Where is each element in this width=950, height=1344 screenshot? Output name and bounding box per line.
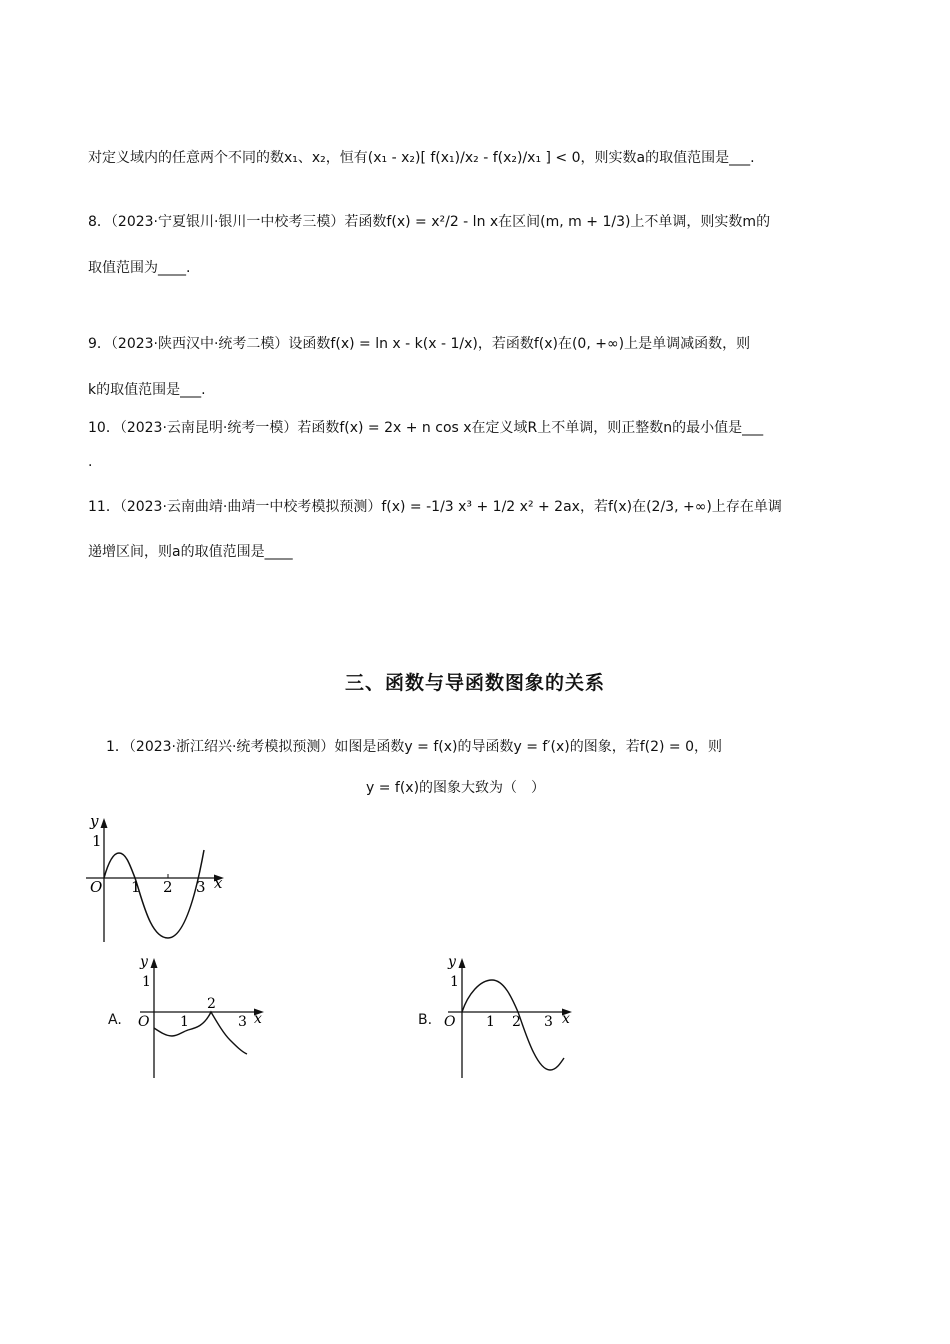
b-x-tick-1: 1 [486, 1014, 495, 1030]
b-x-label: x [562, 1011, 570, 1027]
problem-9-line2: k的取值范围是___. [88, 382, 206, 398]
x-tick-3: 3 [196, 878, 206, 896]
b-origin: O [444, 1014, 456, 1030]
option-a-graph[interactable] [126, 950, 271, 1082]
q1-line1: 1．（2023·浙江绍兴·统考模拟预测）如图是函数y = f(x)的导函数y = f′(x)的图象，若f(2) = 0，则 [106, 739, 723, 755]
derivative-graph [76, 810, 236, 950]
problem-7-continuation: 对定义域内的任意两个不同的数x₁、x₂，恒有(x₁ - x₂)[ f(x₁)/x₂ - f(x₂)/x₁ ] < 0，则实数a的取值范围是___. [88, 150, 755, 166]
problem-10-line2: . [88, 454, 93, 470]
a-origin: O [138, 1014, 150, 1030]
problem-11-line2: 递增区间，则a的取值范围是____ [88, 544, 293, 560]
y-axis-label: y [90, 812, 99, 830]
option-b-graph[interactable] [434, 950, 579, 1082]
b-y-tick: 1 [450, 974, 459, 990]
x-tick-2: 2 [163, 878, 173, 896]
problem-10-line1: 10．（2023·云南昆明·统考一模）若函数f(x) = 2x + n cos x在定义域R上不单调，则正整数n的最小值是___ [88, 420, 764, 436]
origin-label: O [90, 878, 103, 896]
y-tick-1: 1 [92, 832, 102, 850]
option-a-label[interactable]: A. [108, 1012, 122, 1028]
problem-9-line1: 9．（2023·陕西汉中·统考二模）设函数f(x) = ln x - k(x - 1/x)，若函数f(x)在(0, +∞)上是单调减函数，则 [88, 336, 751, 352]
problem-8-line2: 取值范围为____. [88, 260, 191, 276]
section-title: 三、函数与导函数图象的关系 [344, 672, 605, 694]
problem-8-line1: 8．（2023·宁夏银川·银川一中校考三模）若函数f(x) = x²/2 - ln x在区间(m, m + 1/3)上不单调，则实数m的 [88, 214, 771, 230]
a-y-label: y [140, 954, 148, 970]
b-y-label: y [448, 954, 456, 970]
b-x-tick-2: 2 [512, 1014, 521, 1030]
a-x-label: x [254, 1011, 262, 1027]
option-b-label[interactable]: B. [418, 1012, 433, 1028]
a-x-tick-1: 1 [180, 1014, 189, 1030]
a-x-tick-3: 3 [238, 1014, 247, 1030]
a-x-tick-2: 2 [207, 996, 216, 1012]
problem-11-line1: 11．（2023·云南曲靖·曲靖一中校考模拟预测）f(x) = -1/3 x³ + 1/2 x² + 2ax，若f(x)在(2/3, +∞)上存在单调 [88, 499, 782, 515]
b-x-tick-3: 3 [544, 1014, 553, 1030]
a-y-tick: 1 [142, 974, 151, 990]
x-tick-1: 1 [131, 878, 141, 896]
x-axis-label: x [214, 874, 223, 892]
q1-line2: y = f(x)的图象大致为（ ） [366, 780, 546, 796]
